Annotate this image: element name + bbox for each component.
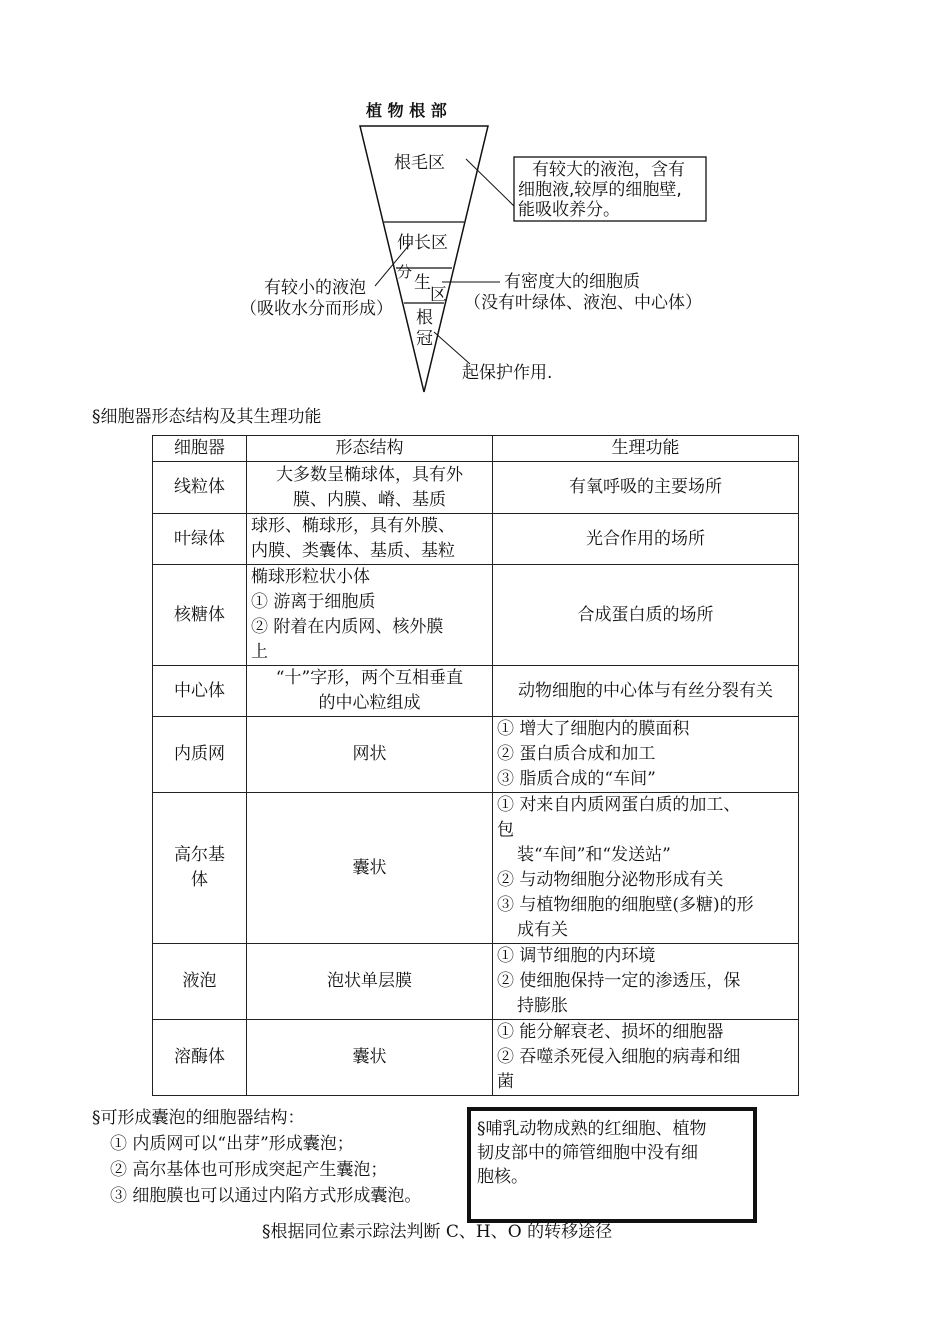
vesicle-item: ③ 细胞膜也可以通过内陷方式形成囊泡。: [110, 1186, 422, 1206]
isotope-section-title: §根据同位素示踪法判断 C、H、O 的转移途径: [262, 1222, 613, 1242]
root-cap-note: 起保护作用.: [462, 363, 553, 383]
table-header-row: [153, 436, 799, 462]
zone-elongation: 伸长区: [397, 233, 448, 253]
organelle-structure: 囊状: [247, 1020, 493, 1096]
organelle-name: 高尔基 体: [153, 793, 247, 944]
note-line: 胞核。: [477, 1167, 528, 1187]
organelle-section-title: §细胞器形态结构及其生理功能: [92, 407, 322, 427]
red-blood-cell-note-box: [467, 1107, 757, 1223]
zone-root-cap-2: 冠: [416, 329, 433, 349]
root-diagram-lines: [230, 96, 730, 396]
zone-root-hair: 根毛区: [394, 153, 445, 173]
organelle-structure: 大多数呈椭球体，具有外 膜、内膜、嵴、基质: [247, 462, 493, 514]
organelle-structure: 囊状: [247, 793, 493, 944]
callout-box-text: [518, 160, 685, 220]
leader-root-hair: [466, 159, 514, 206]
table-row: [153, 565, 799, 666]
meristem-note-line-1: 有密度大的细胞质: [504, 272, 640, 292]
organelle-name: 液泡: [153, 944, 247, 1020]
callout-line-1: 有较大的液泡，含有: [532, 160, 685, 180]
note-line: 韧皮部中的筛管细胞中没有细: [477, 1143, 698, 1163]
elongation-note: [240, 278, 393, 320]
table-row: [153, 717, 799, 793]
zone-meristem-1: 分: [397, 263, 413, 281]
organelle-name: 中心体: [153, 666, 247, 717]
diagram-title: 植 物 根 部: [366, 101, 447, 120]
meristem-note-line-2: （没有叶绿体、液泡、中心体）: [464, 293, 702, 313]
organelle-structure: “十”字形，两个互相垂直 的中心粒组成: [247, 666, 493, 717]
table-row: [153, 944, 799, 1020]
organelle-table: [152, 435, 799, 1096]
callout-line-3: 能吸收养分。: [518, 200, 620, 220]
table-row: [153, 1020, 799, 1096]
header-structure: 形态结构: [247, 436, 493, 462]
elongation-note-line-2: （吸收水分而形成）: [240, 299, 393, 319]
organelle-function: 光合作用的场所: [493, 514, 799, 565]
vesicle-section: [92, 1105, 421, 1209]
organelle-structure: 椭球形粒状小体 ① 游离于细胞质 ② 附着在内质网、核外膜 上: [247, 565, 493, 666]
vesicle-item: ② 高尔基体也可形成突起产生囊泡；: [110, 1160, 388, 1180]
organelle-function: 动物细胞的中心体与有丝分裂有关: [493, 666, 799, 717]
organelle-function: 合成蛋白质的场所: [493, 565, 799, 666]
table-row: [153, 462, 799, 514]
organelle-function: ① 对来自内质网蛋白质的加工、 包 装“车间”和“发送站” ② 与动物细胞分泌物形成有关 ③ 与植物细胞的细胞壁(多糖)的形 成有关: [493, 793, 799, 944]
table-row: [153, 666, 799, 717]
note-line: §哺乳动物成熟的红细胞、植物: [477, 1119, 707, 1139]
organelle-structure: 球形、椭球形，具有外膜、 内膜、类囊体、基质、基粒: [247, 514, 493, 565]
vesicle-item: ① 内质网可以“出芽”形成囊泡；: [110, 1134, 354, 1154]
organelle-function: 有氧呼吸的主要场所: [493, 462, 799, 514]
organelle-name: 内质网: [153, 717, 247, 793]
elongation-note-line-1: 有较小的液泡: [264, 278, 366, 298]
root-zone-diagram: [230, 96, 730, 396]
zone-meristem-2: 生: [414, 273, 431, 293]
organelle-name: 叶绿体: [153, 514, 247, 565]
header-organelle: 细胞器: [153, 436, 247, 462]
organelle-name: 核糖体: [153, 565, 247, 666]
organelle-function: ① 调节细胞的内环境 ② 使细胞保持一定的渗透压，保 持膨胀: [493, 944, 799, 1020]
organelle-structure: 网状: [247, 717, 493, 793]
organelle-structure: 泡状单层膜: [247, 944, 493, 1020]
organelle-function: ① 能分解衰老、损坏的细胞器 ② 吞噬杀死侵入细胞的病毒和细 菌: [493, 1020, 799, 1096]
organelle-function: ① 增大了细胞内的膜面积 ② 蛋白质合成和加工 ③ 脂质合成的“车间”: [493, 717, 799, 793]
organelle-name: 溶酶体: [153, 1020, 247, 1096]
organelle-name: 线粒体: [153, 462, 247, 514]
meristem-note: [464, 272, 702, 314]
table-row: [153, 793, 799, 944]
zone-meristem-3: 区: [430, 285, 447, 305]
zone-root-cap-1: 根: [416, 308, 433, 328]
leader-cap: [434, 332, 470, 364]
header-function: 生理功能: [493, 436, 799, 462]
callout-line-2: 细胞液,较厚的细胞壁,: [518, 180, 682, 200]
table-row: [153, 514, 799, 565]
vesicle-section-title: §可形成囊泡的细胞器结构：: [92, 1108, 305, 1128]
